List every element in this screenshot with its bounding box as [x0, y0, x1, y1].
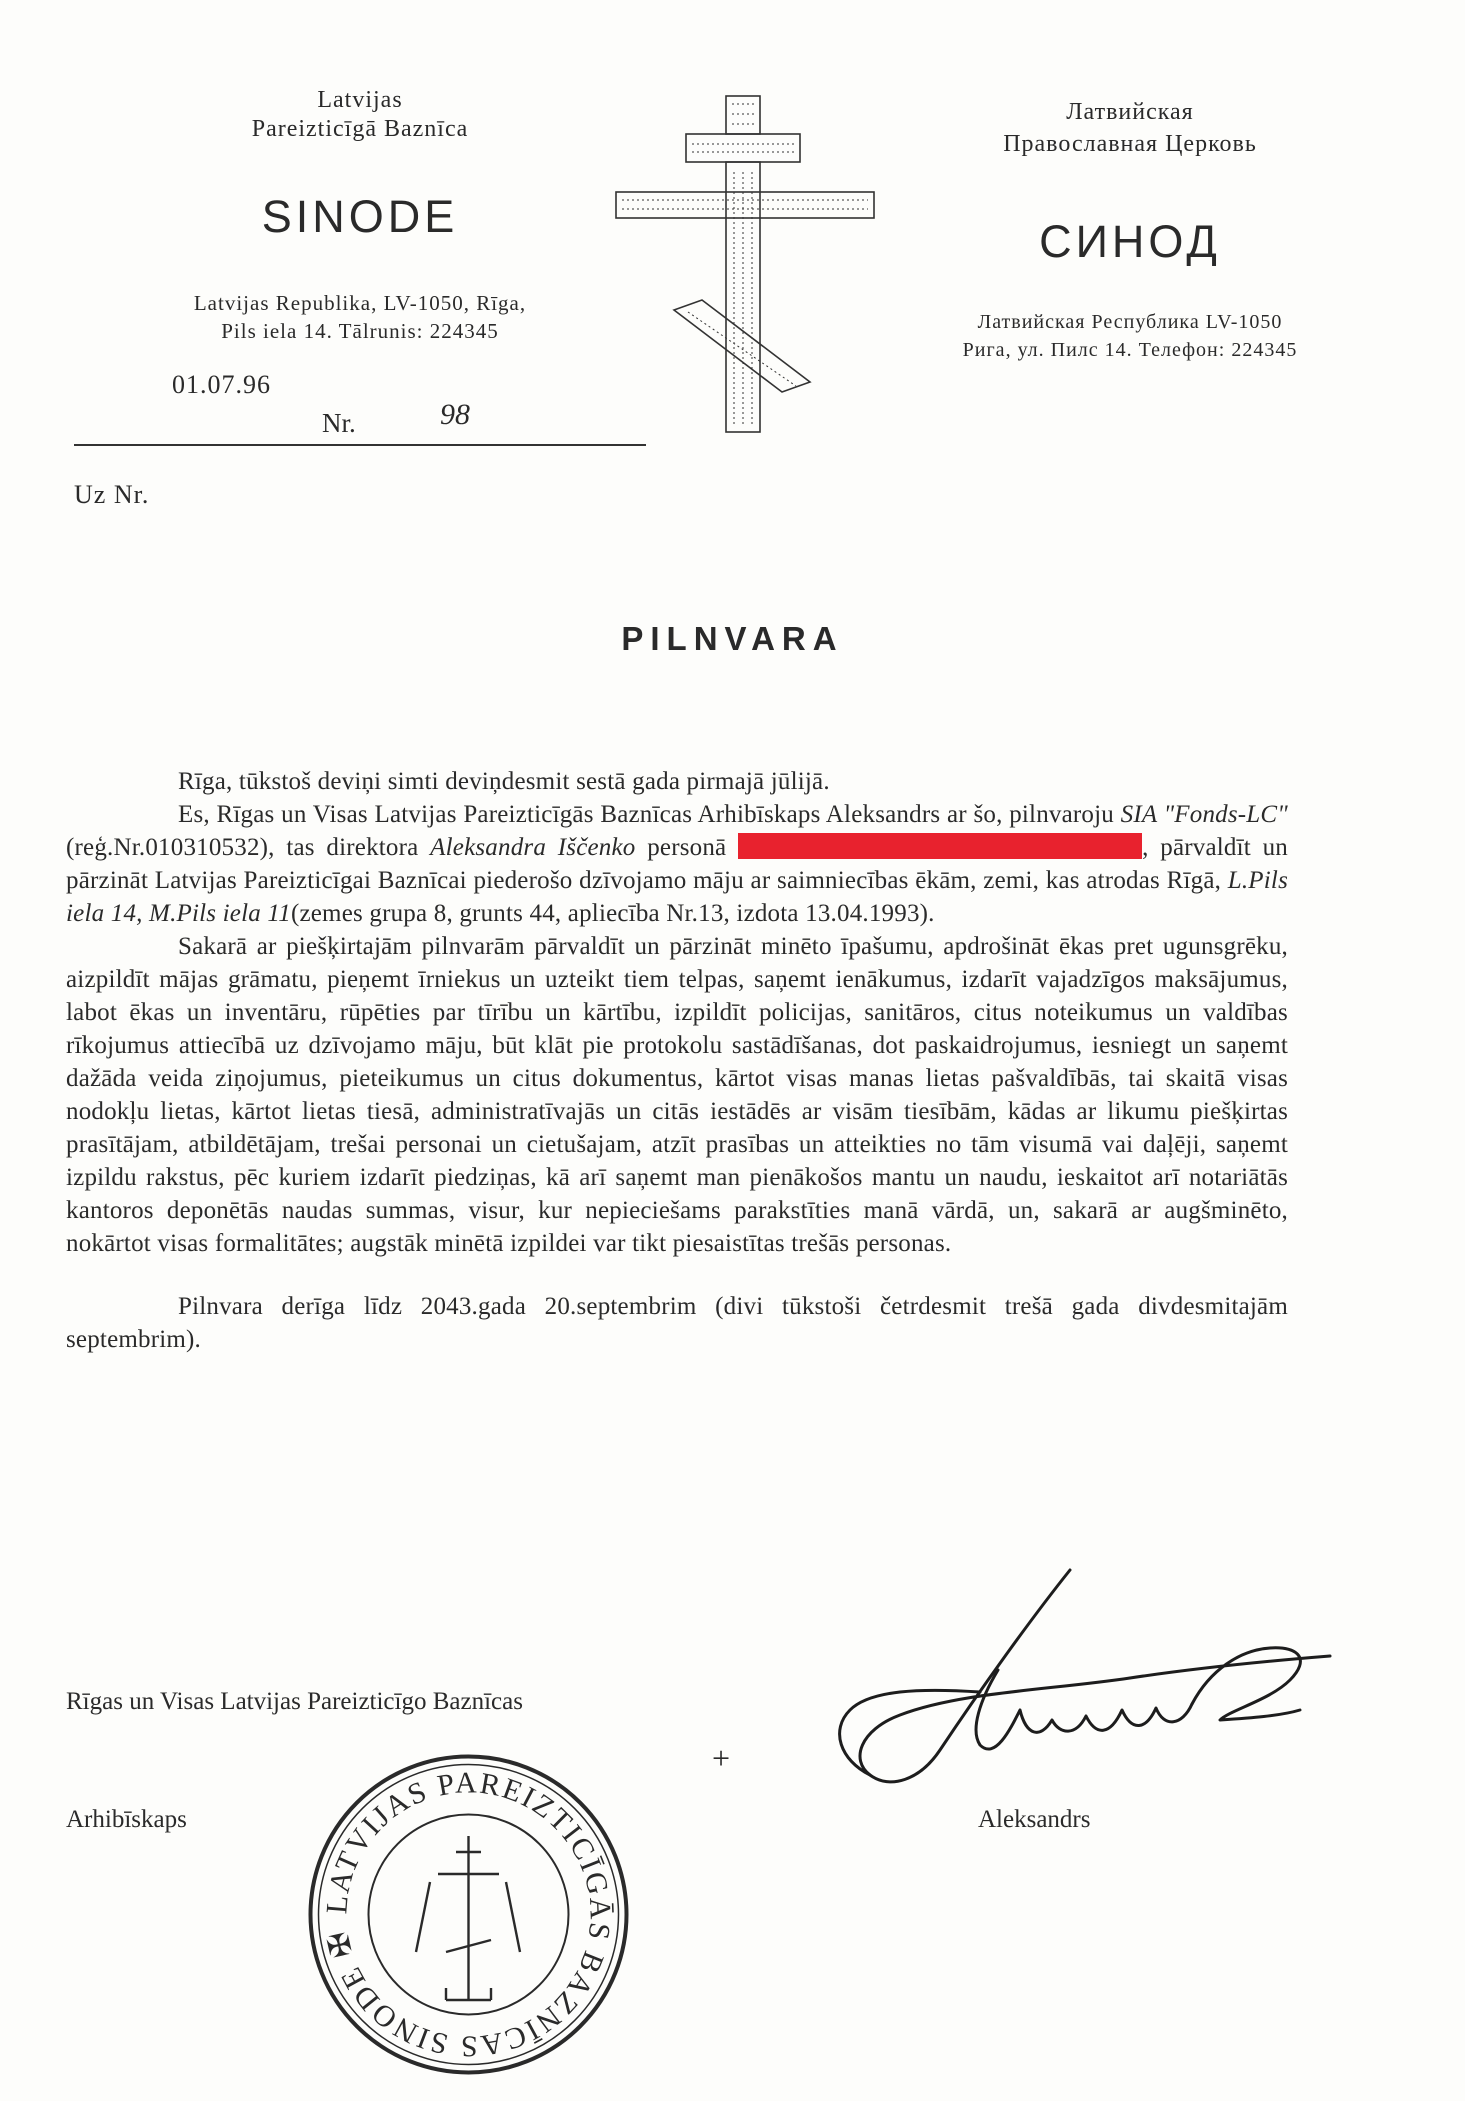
signature-cross: +: [712, 1740, 731, 1776]
signatory-org-line: Rīgas un Visas Latvijas Pareizticīgo Baznīcas: [66, 1688, 523, 1715]
org-name-lv-line1: Latvijas: [317, 87, 403, 113]
company-name: SIA "Fonds-LC": [1120, 801, 1288, 828]
signatory-title: Arhibīskaps: [66, 1806, 187, 1833]
director-name: Aleksandra Iščenko: [430, 834, 636, 861]
authorization-text-a: Es, Rīgas un Visas Latvijas Pareizticīgās Baznīcas Arhibīskaps Aleksandrs ar šo, pilnvaroju: [178, 801, 1121, 828]
org-name-lv-line2: Pareizticīgā Baznīca: [251, 116, 469, 142]
property-address: L.Pils iela 14, M.Pils iela 11: [66, 867, 1288, 927]
org-name-ru-line2: Православная Церковь: [1003, 131, 1257, 157]
handwritten-signature: [830, 1560, 1350, 1800]
header-divider: [74, 444, 646, 446]
synod-seal: [306, 1752, 631, 2077]
place-date-paragraph: Rīga, tūkstoš deviņi simti deviņdesmit sestā gada pirmajā jūlijā.: [178, 768, 830, 795]
synod-title-ru: СИНОД: [1039, 216, 1221, 267]
redaction-bar: [738, 833, 1142, 859]
org-name-ru-line1: Латвийская: [1066, 99, 1194, 125]
document-title: PILNVARA: [621, 620, 844, 657]
header-left: [140, 84, 580, 345]
authorization-text-e: (zemes grupa 8, grunts 44, apliecība Nr.13, izdota 13.04.1993).: [290, 900, 935, 927]
nr-label: Nr.: [322, 408, 356, 438]
header-right: [890, 96, 1370, 364]
authorization-text-b: (reģ.Nr.010310532), tas direktora: [66, 834, 431, 861]
authorization-text-d: , pārvaldīt un pārzināt Latvijas Pareizticīgai Baznīcai piederošo dzīvojamo māju ar saimniecības ēkām, zemi, kas atrodas Rīgā,: [66, 834, 1289, 894]
synod-title-lv: SINODE: [261, 191, 459, 242]
document-date: 01.07.96: [172, 370, 271, 399]
document-body: [66, 765, 1288, 1356]
validity-paragraph: Pilnvara derīga līdz 2043.gada 20.septembrim (divi tūkstoši četrdesmit trešā gada divdesmitajām septembrim).: [66, 1293, 1288, 1353]
authorization-text-c: personā: [635, 834, 739, 861]
seal-ring-text: LATVIJAS PAREIZTICĪGĀS BAZNĪCAS SINODE ✠: [320, 1766, 617, 2063]
address-lv-line2: Pils iela 14. Tālrunis: 224345: [221, 319, 499, 343]
uz-nr-label: Uz Nr.: [74, 480, 150, 509]
authorization-paragraph: [66, 798, 1288, 930]
address-ru-line1: Латвийская Республика LV-1050: [977, 311, 1283, 333]
address-lv-line1: Latvijas Republika, LV-1050, Rīga,: [193, 291, 527, 315]
signatory-name: Aleksandrs: [978, 1806, 1091, 1833]
orthodox-cross-icon: [610, 92, 880, 442]
address-ru-line2: Рига, ул. Пилс 14. Телефон: 224345: [962, 339, 1298, 361]
powers-paragraph: Sakarā ar piešķirtajām pilnvarām pārvaldīt un pārzināt minēto īpašumu, apdrošināt ēkas pret ugunsgrēku, aizpildīt mājas grāmatu, pieņemt īrniekus un uzteikt tiem telpas, saņemt ienākumus, izdarīt vajadzīgos maksājumus, labot ēkas un inventāru, rūpēties par tīrību un kārtību, izpildīt policijas, sanitāros, citus noteikumus un valdības rīkojumus attiecībā uz dzīvojamo māju, būt klāt pie protokolu sastādīšanas, dot paskaidrojumus, iesniegt un saņemt dažāda veida ziņojumus, pieteikumus un citus dokumentus, kārtot visas manas lietas pašvaldībās, tai skaitā visas nodokļu lietas, kārtot lietas tiesā, administratīvajās un citās iestādēs ar visām tiesībām, kādas ar likumu piešķirtas prasītājam, atbildētājam, trešai personai un cietušajam, atzīt prasības un atteikties no tām visumā vai daļēji, saņemt izpildu rakstus, pēc kuriem izdarīt piedziņas, kā arī saņemt man pienākošos mantu un naudu, ieskaitot arī notariātās kantoros deponētās naudas summas, visur, kur nepieciešams parakstīties manā vārdā, un, sakarā ar augšminēto, nokārtot visas formalitātes; augstāk minētā izpildei var tikt piesaistītas trešās personas.: [66, 933, 1288, 1257]
nr-value: 98: [440, 398, 470, 431]
